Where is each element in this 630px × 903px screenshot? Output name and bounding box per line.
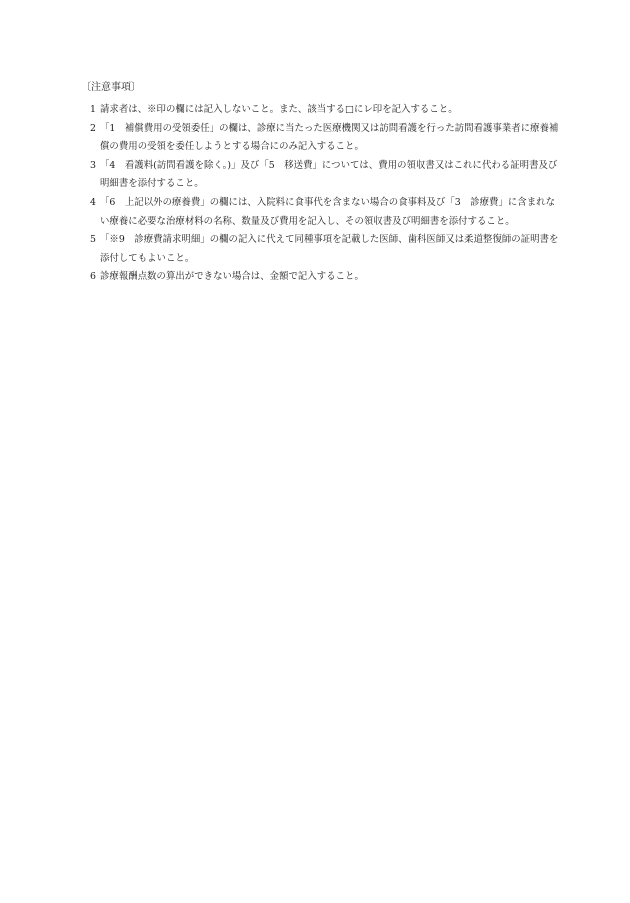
note-item: [81, 194, 559, 231]
note-number: 4: [90, 196, 96, 208]
note-number: 5: [90, 234, 96, 246]
note-number: 2: [90, 122, 96, 134]
notes-heading: 〔注意事項〕: [81, 82, 141, 93]
note-number: 6: [90, 271, 96, 283]
notes-list: [81, 101, 559, 287]
note-item: [81, 120, 559, 157]
note-text: 「1 補償費用の受領委任」の欄は、診療に当たった医療機関又は訪問看護を行った訪問看護事業者に療養補償の費用の受領を委任しようとする場合にのみ記入すること。: [100, 122, 559, 153]
note-item: [81, 231, 559, 268]
note-text: 「6 上記以外の療養費」の欄には、入院料に食事代を含まない場合の食事料及び「3 診療費」に含まれない療養に必要な治療材料の名称、数量及び費用を記入し、その領収書及び明細書を添付すること。: [100, 196, 556, 227]
note-number: 1: [90, 104, 96, 115]
note-text: 診療報酬点数の算出ができない場合は、金額で記入すること。: [100, 271, 364, 283]
note-text: 請求者は、※印の欄には記入しないこと。また、該当する□にレ印を記入すること。: [100, 104, 458, 115]
note-item: [81, 101, 559, 120]
note-item: [81, 157, 559, 194]
note-item: [81, 268, 559, 287]
note-text: 「※9 診療費請求明細」の欄の記入に代えて同種事項を記載した医師、歯科医師又は柔道整復師の証明書を添付してもよいこと。: [100, 234, 559, 264]
note-text: 「4 看護料(訪問看護を除く。)」及び「5 移送費」については、費用の領収書又はこれに代わる証明書及び明細書を添付すること。: [100, 159, 558, 190]
note-number: 3: [90, 159, 96, 171]
